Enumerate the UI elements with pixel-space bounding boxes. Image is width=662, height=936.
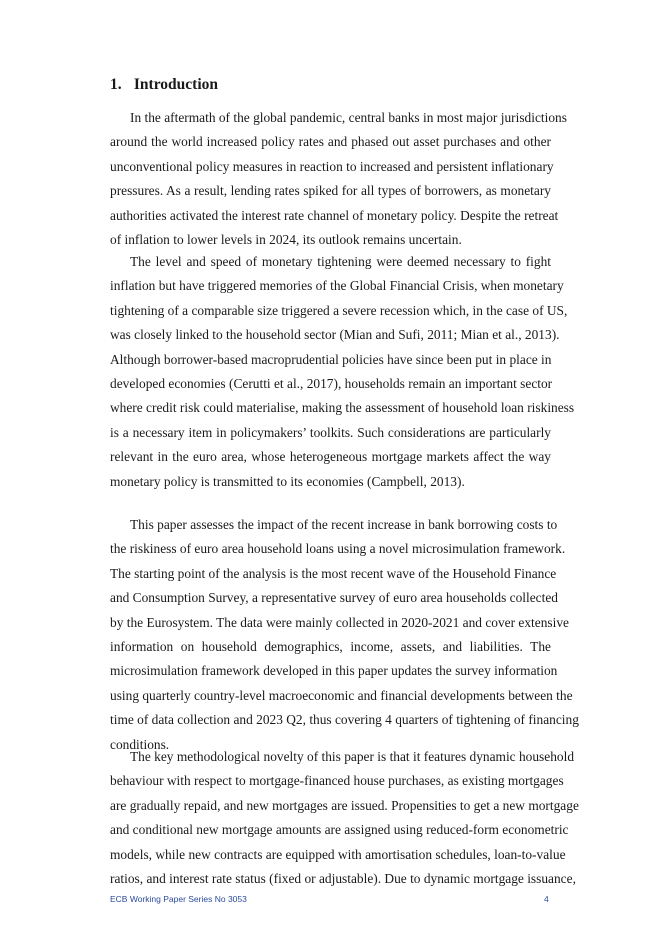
text-line: unconventional policy measures in reaction to increased and persistent inflationary	[110, 158, 554, 174]
text-line: where credit risk could materialise, making the assessment of household loan riskiness	[110, 400, 575, 416]
text-line: The key methodological novelty of this paper is that it features dynamic household	[130, 749, 575, 764]
text-line: This paper assesses the impact of the recent increase in bank borrowing costs to	[130, 517, 558, 532]
text-line: developed economies (Cerutti et al., 2017), households remain an important sector	[110, 375, 553, 391]
text-line: authorities activated the interest rate channel of monetary policy. Despite the retreat	[110, 207, 559, 223]
text-line: by the Eurosystem. The data were mainly collected in 2020-2021 and cover extensive	[110, 614, 569, 630]
text-line: models, while new contracts are equipped with amortisation schedules, loan-to-value	[110, 846, 566, 862]
text-line: tightening of a comparable size triggered a severe recession which, in the case of US,	[110, 302, 568, 318]
text-line: and Consumption Survey, a representative survey of euro area households collected	[110, 590, 558, 606]
text-line: information on household demographics, income, assets, and liabilities. The	[110, 638, 551, 654]
footer-series: ECB Working Paper Series No 3053	[110, 894, 247, 904]
paragraph-2	[110, 250, 575, 494]
text-line: conditions.	[110, 736, 170, 752]
text-line: of inflation to lower levels in 2024, its outlook remains uncertain.	[110, 231, 462, 247]
text-line: pressures. As a result, lending rates spiked for all types of borrowers, as monetary	[110, 183, 551, 199]
text-line: The starting point of the analysis is the most recent wave of the Household Finance	[110, 565, 557, 581]
section-title: Introduction	[133, 76, 218, 93]
text-line: relevant in the euro area, whose heterogeneous mortgage markets affect the way	[110, 449, 551, 465]
text-line: monetary policy is transmitted to its economies (Campbell, 2013).	[110, 473, 465, 489]
text-line: time of data collection and 2023 Q2, thus covering 4 quarters of tightening of financing	[110, 712, 579, 728]
text-line: using quarterly country-level macroeconomic and financial developments between the	[110, 687, 573, 703]
text-line: The level and speed of monetary tightening were deemed necessary to fight	[130, 254, 551, 269]
text-line: are gradually repaid, and new mortgages are issued. Propensities to get a new mortgage	[110, 797, 579, 813]
text-line: In the aftermath of the global pandemic, central banks in most major jurisdictions	[130, 110, 567, 125]
text-line: ratios, and interest rate status (fixed or adjustable). Due to dynamic mortgage issuance,	[110, 870, 576, 886]
paragraph-1	[110, 106, 567, 252]
text-line: around the world increased policy rates and phased out asset purchases and other	[110, 134, 551, 150]
paragraph-3	[110, 513, 579, 757]
text-line: inflation but have triggered memories of the Global Financial Crisis, when monetary	[110, 278, 564, 294]
text-line: and conditional new mortgage amounts are assigned using reduced-form econometric	[110, 822, 569, 838]
section-number: 1.	[110, 76, 122, 93]
text-line: microsimulation framework developed in this paper updates the survey information	[110, 663, 558, 679]
text-line: Although borrower-based macroprudential policies have since been put in place in	[110, 351, 552, 367]
paragraph-4	[110, 745, 579, 891]
text-line: is a necessary item in policymakers’ toolkits. Such considerations are particularly	[110, 424, 551, 440]
footer-page-number: 4	[544, 894, 549, 904]
text-line: behaviour with respect to mortgage-financed house purchases, as existing mortgages	[110, 773, 564, 789]
text-line: was closely linked to the household sector (Mian and Sufi, 2011; Mian et al., 2013).	[110, 327, 560, 343]
text-line: the riskiness of euro area household loans using a novel microsimulation framework.	[110, 541, 566, 557]
section-heading	[110, 76, 218, 94]
